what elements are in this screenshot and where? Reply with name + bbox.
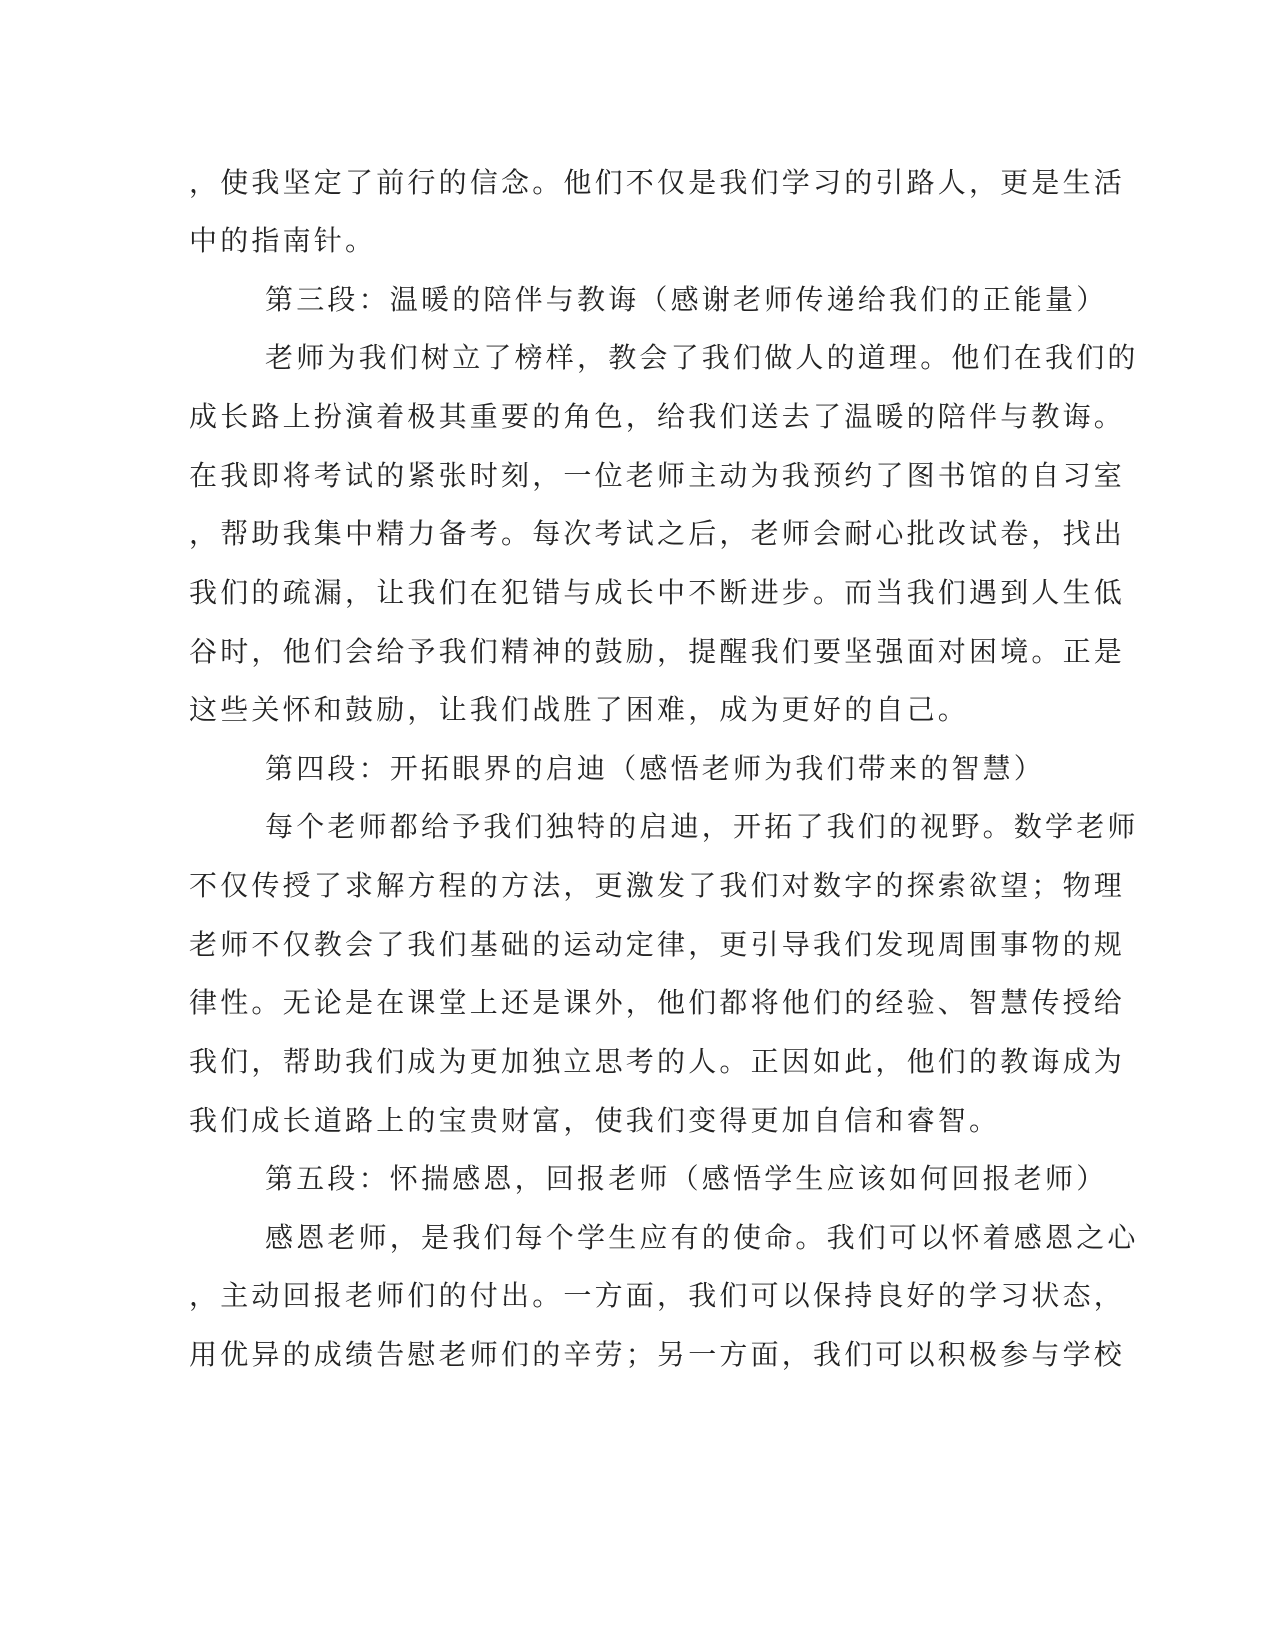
paragraph-line: 谷时，他们会给予我们精神的鼓励，提醒我们要坚强面对困境。正是 [189,635,1126,668]
section-heading-4: 第四段：开拓眼界的启迪（感悟老师为我们带来的智慧） [265,752,1046,785]
paragraph-line: 我们的疏漏，让我们在犯错与成长中不断进步。而当我们遇到人生低 [189,576,1126,609]
paragraph-line: 用优异的成绩告慰老师们的辛劳；另一方面，我们可以积极参与学校 [189,1338,1126,1371]
paragraph-line: 在我即将考试的紧张时刻，一位老师主动为我预约了图书馆的自习室 [189,459,1126,492]
section-heading-3: 第三段：温暖的陪伴与教诲（感谢老师传递给我们的正能量） [265,283,1108,316]
paragraph-line: 我们成长道路上的宝贵财富，使我们变得更加自信和睿智。 [189,1104,1001,1137]
paragraph-line: 中的指南针。 [189,224,377,257]
paragraph-line: ，主动回报老师们的付出。一方面，我们可以保持良好的学习状态， [189,1279,1126,1312]
paragraph-line: 我们，帮助我们成为更加独立思考的人。正因如此，他们的教诲成为 [189,1045,1126,1078]
paragraph-line: 律性。无论是在课堂上还是课外，他们都将他们的经验、智慧传授给 [189,986,1126,1019]
paragraph-line: 感恩老师，是我们每个学生应有的使命。我们可以怀着感恩之心 [265,1221,1139,1254]
section-heading-5: 第五段：怀揣感恩，回报老师（感悟学生应该如何回报老师） [265,1162,1108,1195]
paragraph-line: 成长路上扮演着极其重要的角色，给我们送去了温暖的陪伴与教诲。 [189,400,1126,433]
paragraph-line: ，帮助我集中精力备考。每次考试之后，老师会耐心批改试卷，找出 [189,517,1126,550]
paragraph-line: 老师为我们树立了榜样，教会了我们做人的道理。他们在我们的 [265,341,1139,374]
paragraph-line: 每个老师都给予我们独特的启迪，开拓了我们的视野。数学老师 [265,810,1139,843]
paragraph-line: ，使我坚定了前行的信念。他们不仅是我们学习的引路人，更是生活 [189,166,1126,199]
paragraph-line: 老师不仅教会了我们基础的运动定律，更引导我们发现周围事物的规 [189,928,1126,961]
paragraph-line: 这些关怀和鼓励，让我们战胜了困难，成为更好的自己。 [189,693,970,726]
paragraph-line: 不仅传授了求解方程的方法，更激发了我们对数字的探索欲望；物理 [189,869,1126,902]
